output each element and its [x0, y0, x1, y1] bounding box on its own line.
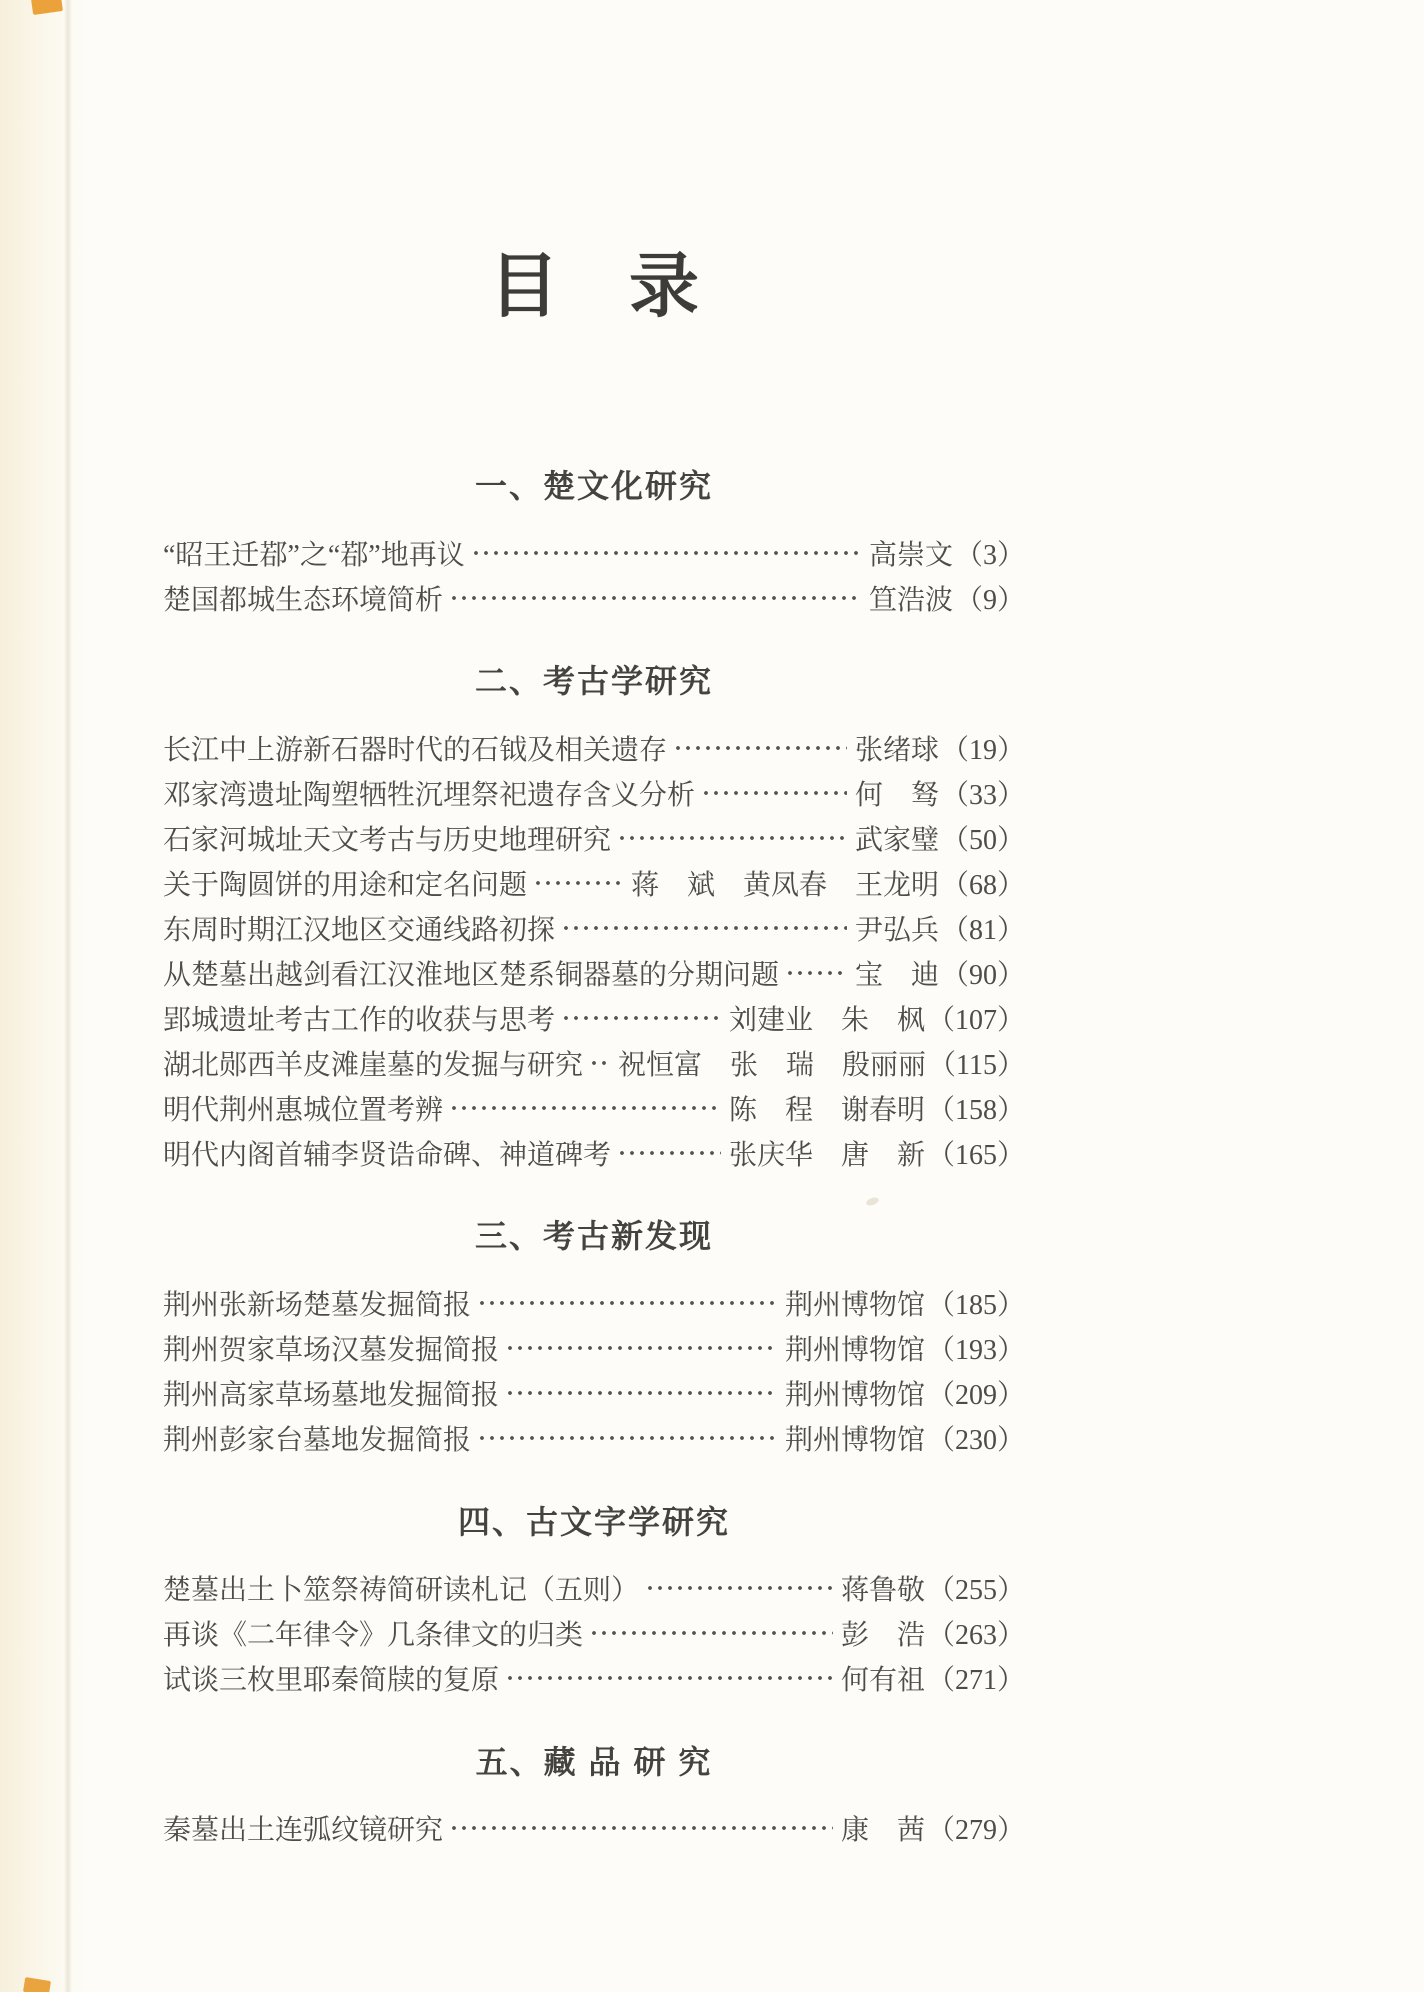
entry-page-number: （68） [940, 869, 1025, 901]
entry-title: 石家河城址天文考古与历史地理研究 [163, 824, 612, 856]
entry-title: 邓家湾遗址陶塑牺牲沉埋祭祀遗存含义分析 [163, 779, 696, 811]
toc-content [163, 0, 1025, 1851]
entry-page-number: （19） [940, 734, 1025, 766]
dotted-leader [561, 905, 847, 950]
page-edge-shading [0, 0, 92, 1992]
dotted-leader [673, 725, 847, 770]
dotted-leader [505, 1371, 777, 1416]
toc-entry-row [163, 950, 1025, 995]
entry-title: 明代内阁首辅李贤诰命碑、神道碑考 [163, 1139, 612, 1171]
section-entries [163, 1281, 1025, 1461]
entry-page-number: （115） [928, 1049, 1025, 1081]
toc-section [163, 1745, 1025, 1851]
entry-page-number: （271） [926, 1665, 1025, 1697]
entry-authors: 何有祖 [840, 1665, 925, 1697]
entry-authors: 武家璧 [854, 824, 939, 856]
toc-sections [163, 469, 1025, 1851]
dotted-leader [449, 1085, 721, 1130]
toc-entry-row [163, 815, 1025, 860]
entry-title: 荆州张新场楚墓发掘简报 [163, 1290, 472, 1322]
toc-entry-row [163, 1656, 1025, 1701]
dotted-leader [617, 1130, 721, 1175]
dotted-leader [561, 995, 721, 1040]
scan-artifact-top-left [31, 0, 63, 15]
entry-page-number: （81） [940, 914, 1025, 946]
entry-authors: 荆州博物馆 [784, 1425, 925, 1457]
entry-page-number: （255） [926, 1575, 1025, 1607]
dotted-leader [617, 815, 847, 860]
entry-authors: 蒋 斌 黄凤春 王龙明 [630, 869, 939, 901]
entry-title: 湖北郧西羊皮滩崖墓的发掘与研究 [163, 1049, 584, 1081]
dotted-leader [701, 770, 847, 815]
entry-title: 从楚墓出越剑看江汉淮地区楚系铜器墓的分期问题 [163, 959, 780, 991]
toc-section [163, 664, 1025, 1175]
entry-page-number: （50） [940, 824, 1025, 856]
entry-title: 秦墓出土连弧纹镜研究 [163, 1815, 444, 1847]
entry-page-number: （107） [926, 1004, 1025, 1036]
entry-authors: 高崇文 [868, 539, 953, 571]
section-entries [163, 530, 1025, 620]
dotted-leader [785, 950, 847, 995]
entry-page-number: （90） [940, 959, 1025, 991]
toc-entry-row [163, 1416, 1025, 1461]
toc-entry-row [163, 725, 1025, 770]
entry-title: “昭王迁鄀”之“鄀”地再议 [163, 539, 465, 571]
toc-entry-row [163, 770, 1025, 815]
entry-page-number: （3） [954, 539, 1025, 571]
entry-authors: 蒋鲁敬 [840, 1575, 925, 1607]
entry-page-number: （185） [926, 1290, 1025, 1322]
entry-authors: 张绪球 [854, 734, 939, 766]
section-heading: 四、古文字学研究 [457, 1503, 730, 1540]
entry-authors: 陈 程 谢春明 [728, 1094, 925, 1126]
entry-title: 郢城遗址考古工作的收获与思考 [163, 1004, 556, 1036]
entry-authors: 何 驽 [854, 779, 939, 811]
entry-title: 再谈《二年律令》几条律文的归类 [163, 1620, 584, 1652]
toc-section [163, 469, 1025, 620]
dotted-leader [589, 1040, 610, 1085]
entry-title: 关于陶圆饼的用途和定名问题 [163, 869, 528, 901]
section-heading: 一、楚文化研究 [474, 468, 713, 504]
entry-authors: 宝 迪 [854, 959, 939, 991]
toc-entry-row [163, 1371, 1025, 1416]
entry-title: 长江中上游新石器时代的石钺及相关遗存 [163, 734, 668, 766]
toc-entry-row [163, 1130, 1025, 1175]
toc-entry-row [163, 995, 1025, 1040]
toc-entry-row [163, 1326, 1025, 1371]
toc-entry-row [163, 1611, 1025, 1656]
binding-crease-line [64, 0, 72, 1992]
entry-authors: 祝恒富 张 瑞 殷丽丽 [618, 1049, 927, 1081]
toc-entry-row [163, 860, 1025, 905]
entry-authors: 康 茜 [840, 1815, 925, 1847]
section-heading: 三、考古新发现 [474, 1218, 713, 1255]
section-heading: 二、考古学研究 [474, 663, 713, 700]
dotted-leader [645, 1566, 833, 1611]
dotted-leader [505, 1326, 777, 1371]
dotted-leader [449, 1806, 833, 1851]
entry-page-number: （279） [926, 1815, 1025, 1847]
entry-page-number: （193） [926, 1335, 1025, 1367]
toc-entry-row [163, 1085, 1025, 1130]
toc-entry-row [163, 1040, 1025, 1085]
section-entries [163, 725, 1025, 1175]
dotted-leader [589, 1611, 833, 1656]
scan-artifact-bottom-left [23, 1977, 51, 1992]
entry-authors: 笪浩波 [868, 584, 953, 616]
entry-authors: 荆州博物馆 [784, 1380, 925, 1412]
entry-page-number: （230） [926, 1425, 1025, 1457]
entry-authors: 荆州博物馆 [784, 1290, 925, 1322]
entry-authors: 荆州博物馆 [784, 1335, 925, 1367]
section-entries [163, 1806, 1025, 1851]
section-entries [163, 1566, 1025, 1701]
entry-title: 荆州彭家台墓地发掘简报 [163, 1425, 472, 1457]
entry-page-number: （209） [926, 1380, 1025, 1412]
toc-entry-row [163, 1281, 1025, 1326]
dotted-leader [505, 1656, 833, 1701]
entry-authors: 张庆华 唐 新 [728, 1139, 925, 1171]
page-title: 目 录 [489, 249, 699, 326]
toc-section [163, 1219, 1025, 1460]
entry-page-number: （165） [926, 1139, 1025, 1171]
entry-title: 明代荆州惠城位置考辨 [163, 1094, 444, 1126]
toc-section [163, 1505, 1025, 1701]
entry-page-number: （263） [926, 1620, 1025, 1652]
entry-authors: 尹弘兵 [854, 914, 939, 946]
toc-entry-row [163, 1566, 1025, 1611]
section-heading: 五、藏 品 研 究 [475, 1743, 713, 1780]
entry-title: 试谈三枚里耶秦简牍的复原 [163, 1665, 500, 1697]
dotted-leader [449, 575, 861, 620]
entry-title: 楚国都城生态环境简析 [163, 584, 444, 616]
dotted-leader [533, 860, 623, 905]
entry-title: 东周时期江汉地区交通线路初探 [163, 914, 556, 946]
entry-authors: 刘建业 朱 枫 [728, 1004, 925, 1036]
dotted-leader [477, 1416, 777, 1461]
entry-authors: 彭 浩 [840, 1620, 925, 1652]
entry-page-number: （158） [926, 1094, 1025, 1126]
dotted-leader [471, 530, 861, 575]
toc-entry-row [163, 1806, 1025, 1851]
dotted-leader [477, 1281, 777, 1326]
toc-entry-row [163, 530, 1025, 575]
entry-title: 荆州高家草场墓地发掘简报 [163, 1380, 500, 1412]
entry-page-number: （33） [940, 779, 1025, 811]
toc-entry-row [163, 575, 1025, 620]
entry-title: 荆州贺家草场汉墓发掘简报 [163, 1335, 500, 1367]
entry-page-number: （9） [954, 584, 1025, 616]
toc-entry-row [163, 905, 1025, 950]
entry-title: 楚墓出土卜筮祭祷简研读札记（五则） [163, 1575, 640, 1607]
